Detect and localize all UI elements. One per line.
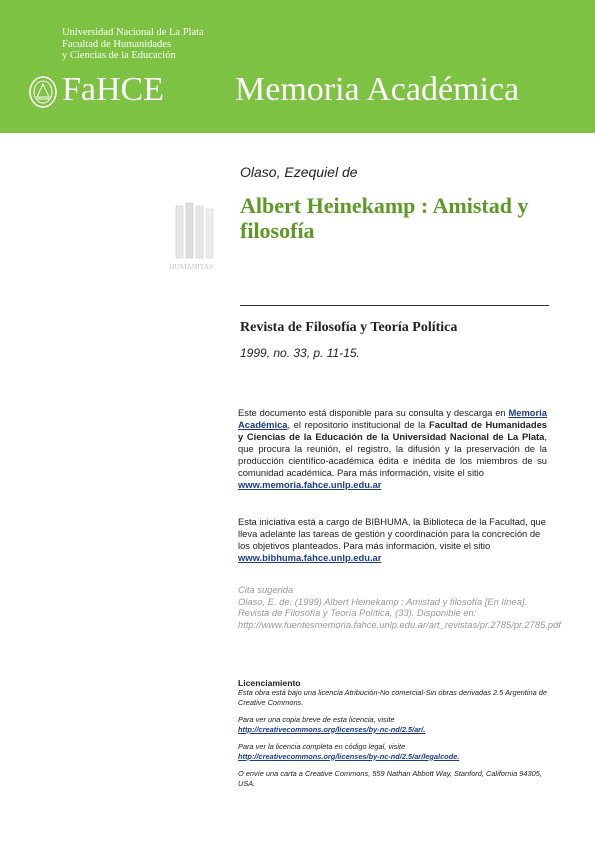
publication-details: 1999, no. 33, p. 11-15.: [240, 346, 360, 360]
license-heading: Licenciamiento: [238, 678, 301, 688]
citation-label: Cita sugerida: [238, 584, 294, 595]
suggested-citation: [238, 584, 561, 630]
fahce-logo: FaHCE: [62, 71, 164, 108]
humanitas-logo-icon: [166, 200, 228, 272]
license-legal-link[interactable]: http://creativecommons.org/licenses/by-nc-nd/2.5/ar/legalcode.: [238, 751, 460, 761]
license-summary-label: Para ver una copia breve de esta licencia, visite: [238, 715, 395, 724]
humanitas-logo-text: HUMANITAS: [169, 262, 214, 271]
repository-name: Memoria Académica: [235, 71, 520, 108]
license-mail-text: O envíe una carta a Creative Commons, 559 Nathan Abbott Way, Stanford, California 94305, USA.: [238, 769, 542, 788]
document-title: Albert Heinekamp : Amistad y filosofía: [240, 193, 529, 243]
memoria-url-link[interactable]: www.memoria.fahce.unlp.edu.ar: [238, 479, 382, 490]
license-section: [238, 678, 547, 788]
document-author: Olaso, Ezequiel de: [240, 164, 358, 180]
university-seal-icon: [28, 75, 58, 109]
university-line: Facultad de Humanidades: [62, 38, 172, 50]
bibhuma-info-paragraph: [238, 516, 547, 564]
info-intro: Este documento está disponible para su consulta y descarga en: [238, 407, 506, 418]
university-name: [62, 27, 204, 62]
info-mid: , el repositorio institucional de la: [287, 419, 426, 430]
header-banner: [0, 0, 595, 133]
license-text: Esta obra está bajo una licencia Atribución-No comercial-Sin obras derivadas 2.5 Argentina de Creative Commons.: [238, 688, 547, 707]
citation-text: Olaso, E. de. (1999) Albert Heinekamp : Amistad y filosofía [En línea]. Revista de Filosofía y Teoría Política, (33). Disponible en: http://www.fuentesmemoria.fahce.unlp.edu.ar/art_revistas/pr.2785/pr.2785.pdf: [238, 595, 561, 630]
journal-name: Revista de Filosofía y Teoría Política: [240, 320, 458, 335]
memoria-academica-link[interactable]: Memoria Académica: [238, 407, 547, 430]
info-rest: , que procura la reunión, el registro, la difusión y la preservación de la producción científico-académica édita e inédita de los miembros de su comunidad académica. Para más información, visite el sitio: [238, 431, 547, 478]
university-line: y Ciencias de la Educación: [62, 50, 176, 61]
bibhuma-url-link[interactable]: www.bibhuma.fahce.unlp.edu.ar: [238, 552, 382, 563]
license-summary-link[interactable]: http://creativecommons.org/licenses/by-nc-nd/2.5/ar/.: [238, 724, 426, 734]
license-legal-label: Para ver la licencia completa en código legal, visite: [238, 742, 406, 751]
university-line: Universidad Nacional de La Plata: [62, 27, 204, 38]
faculty-name: Facultad de Humanidades y Ciencias de la Educación de la Universidad Nacional de La Plata: [238, 419, 548, 442]
bibhuma-text: Esta iniciativa está a cargo de BIBHUMA, la Biblioteca de la Facultad, que lleva adelante las tareas de gestión y coordinación para la concreción de los objetivos planteados. Para más información, visite el sitio: [238, 516, 546, 551]
title-divider: [240, 305, 549, 306]
repository-info-paragraph: [238, 407, 547, 491]
